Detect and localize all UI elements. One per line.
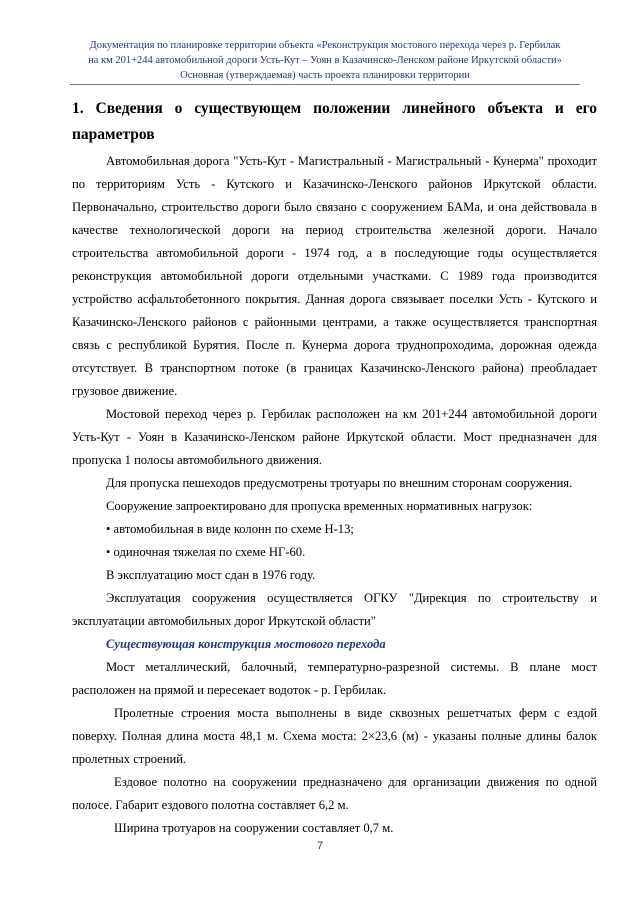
list-item-load-ng60: • одиночная тяжелая по схеме НГ-60. — [106, 545, 306, 559]
header-line-1: Документация по планировке территории объекта «Реконструкция мостового перехода через р. Гербилак — [89, 40, 561, 51]
header-line-2: на км 201+244 автомобильной дороги Усть-Кут – Уоян в Казачинско-Ленском районе Иркутской области» — [88, 55, 562, 66]
paragraph-commissioning: В эксплуатацию мост сдан в 1976 году. — [106, 568, 316, 582]
page-header — [60, 38, 590, 83]
header-line-3: Основная (утверждаемая) часть проекта планировки территории — [180, 70, 470, 81]
paragraph-road-history: Автомобильная дорога "Усть-Кут - Магистральный - Магистральный - Кунерма" проходит по территориям Усть - Кутского и Казачинско-Ленского районов Иркутской области. Первоначально, строительство дороги было связано с сооружением БАМа, и она действовала в качестве технологической дороги на период строительства железной дороги. Начало строительства автомобильной дороги - 1974 год, а в последующие годы осуществляется реконструкция автомобильной дороги отдельными участками. С 1989 года производится устройство асфальтобетонного покрытия. Данная дорога связывает поселки Усть - Кутского и Казачинско-Ленского районов с районными центрами, а также осуществляется транспортная связь с республикой Бурятия. После п. Кунерма дорога труднопроходима, дорожная одежда отсутствует. В транспортном потоке (в границах Казачинско-Ленского района) преобладает грузовое движение. — [72, 154, 597, 398]
paragraph-roadway: Ездовое полотно на сооружении предназначено для организации движения по одной полосе. Габарит ездового полотна составляет 6,2 м. — [72, 775, 597, 812]
paragraph-sidewalk-width: Ширина тротуаров на сооружении составляет 0,7 м. — [114, 821, 394, 835]
header-divider — [70, 84, 580, 85]
page-number: 7 — [316, 840, 324, 852]
paragraph-bridge-system: Мост металлический, балочный, температурно-разрезной системы. В плане мост расположен на прямой и пересекает водоток - р. Гербилак. — [72, 660, 597, 697]
paragraph-sidewalks: Для пропуска пешеходов предусмотрены тротуары по внешним сторонам сооружения. — [106, 476, 573, 490]
subsection-heading: Существующая конструкция мостового перехода — [106, 637, 386, 651]
page-body — [72, 96, 597, 840]
list-item-load-h13: • автомобильная в виде колонн по схеме Н-13; — [106, 522, 354, 536]
paragraph-loads-intro: Сооружение запроектировано для пропуска временных нормативных нагрузок: — [106, 499, 533, 513]
paragraph-operator: Эксплуатация сооружения осуществляется ОГКУ "Дирекция по строительству и эксплуатации автомобильных дорог Иркутской области" — [72, 591, 597, 628]
paragraph-spans: Пролетные строения моста выполнены в виде сквозных решетчатых ферм с ездой поверху. Полная длина моста 48,1 м. Схема моста: 2×23,6 (м) - указаны полные длины балок пролетных строений. — [72, 706, 597, 766]
section-title: 1. Сведения о существующем положении линейного объекта и его параметров — [72, 100, 597, 143]
paragraph-bridge-location: Мостовой переход через р. Гербилак расположен на км 201+244 автомобильной дороги Усть-Кут - Уоян в Казачинско-Ленском районе Иркутской области. Мост предназначен для пропуска 1 полосы автомобильного движения. — [72, 407, 597, 467]
